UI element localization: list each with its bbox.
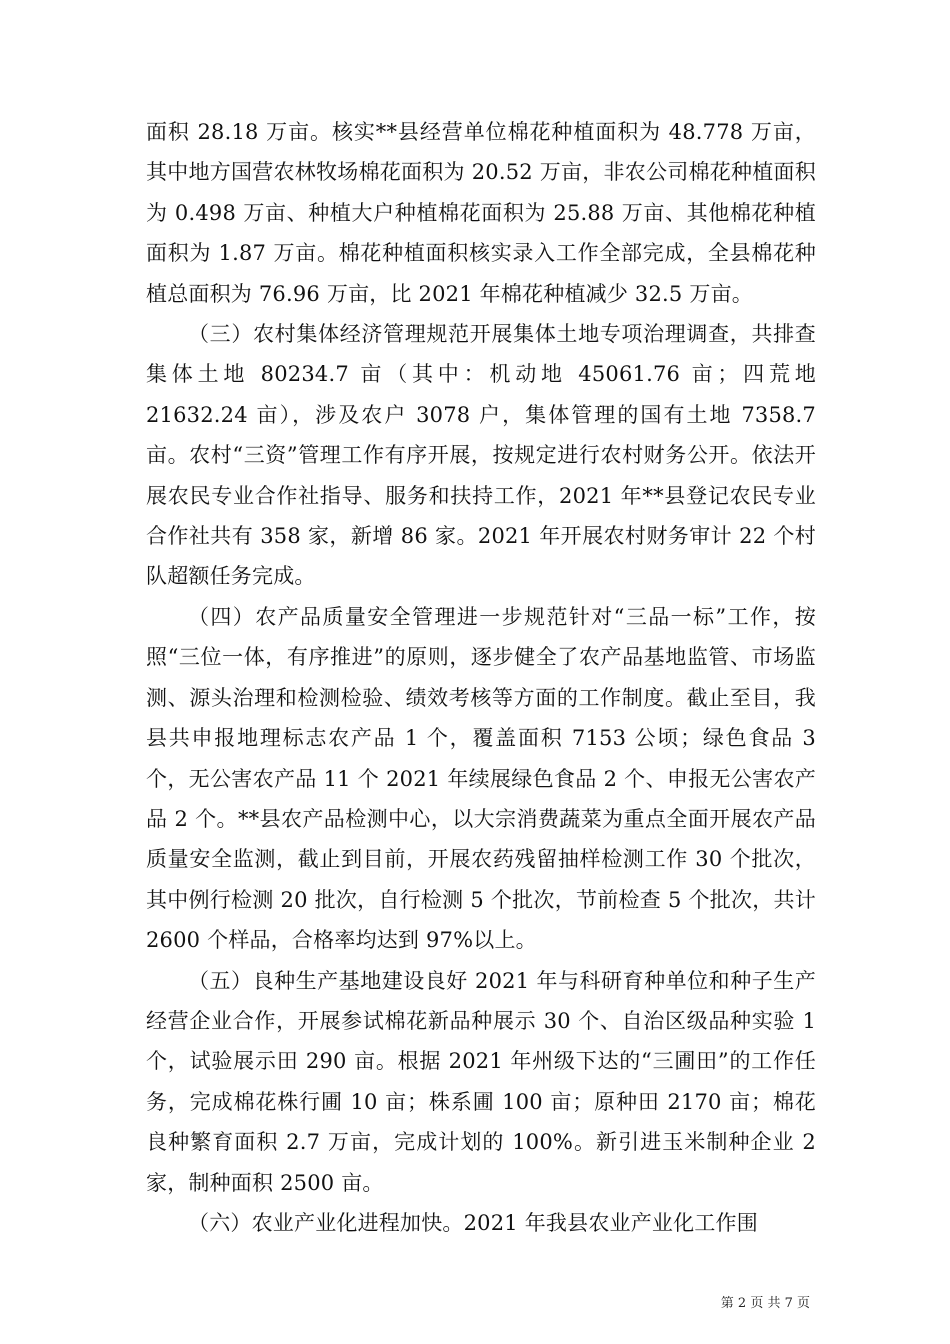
paragraph-section-6: （六）农业产业化进程加快。2021 年我县农业产业化工作围 <box>188 1210 758 1235</box>
paragraph-continuation: 面积 28.18 万亩。核实**县经营单位棉花种植面积为 48.778 万亩，其中地方国营农林牧场棉花面积为 20.52 万亩，非农公司棉花种植面积为 0.498 万亩、种植大户种植棉花面积为 25.88 万亩、其他棉花种植面积为 1.87 万亩。棉花种植面积核实录入工作全部完成，全县棉花种植总面积为 76.96 万亩，比 2021 年棉花种植减少 32.5 万亩。 <box>146 120 816 306</box>
paragraph-section-5: （五）良种生产基地建设良好 2021 年与科研育种单位和种子生产经营企业合作，开展参试棉花新品种展示 30 个、自治区级品种实验 1 个，试验展示田 290 亩。根据 2021 年州级下达的“三圃田”的工作任务，完成棉花株行圃 10 亩；株系圃 100 亩；原种田 2170 亩；棉花良种繁育面积 2.7 万亩，完成计划的 100%。新引进玉米制种企业 2 家，制种面积 2500 亩。 <box>146 968 816 1195</box>
document-body <box>146 112 816 1243</box>
paragraph-section-4: （四）农产品质量安全管理进一步规范针对“三品一标”工作，按照“三位一体，有序推进”的原则，逐步健全了农产品基地监管、市场监测、源头治理和检测检验、绩效考核等方面的工作制度。截止至目，我县共申报地理标志农产品 1 个，覆盖面积 7153 公顷；绿色食品 3 个，无公害农产品 11 个 2021 年续展绿色食品 2 个、申报无公害农产品 2 个。**县农产品检测中心，以大宗消费蔬菜为重点全面开展农产品质量安全监测，截止到目前，开展农药残留抽样检测工作 30 个批次，其中例行检测 20 批次，自行检测 5 个批次，节前检查 5 个批次，共计 2600 个样品，合格率均达到 97%以上。 <box>146 604 816 953</box>
paragraph-section-3: （三）农村集体经济管理规范开展集体土地专项治理调查，共排查集体土地 80234.7 亩（其中：机动地 45061.76 亩；四荒地 21632.24 亩），涉及农户 3078 户，集体管理的国有土地 7358.7 亩。农村“三资”管理工作有序开展，按规定进行农村财务公开。依法开展农民专业合作社指导、服务和扶持工作，2021 年**县登记农民专业合作社共有 358 家，新增 86 家。2021 年开展农村财务审计 22 个村队超额任务完成。 <box>146 322 816 589</box>
page-number-footer: 第 2 页 共 7 页 <box>720 1296 810 1311</box>
